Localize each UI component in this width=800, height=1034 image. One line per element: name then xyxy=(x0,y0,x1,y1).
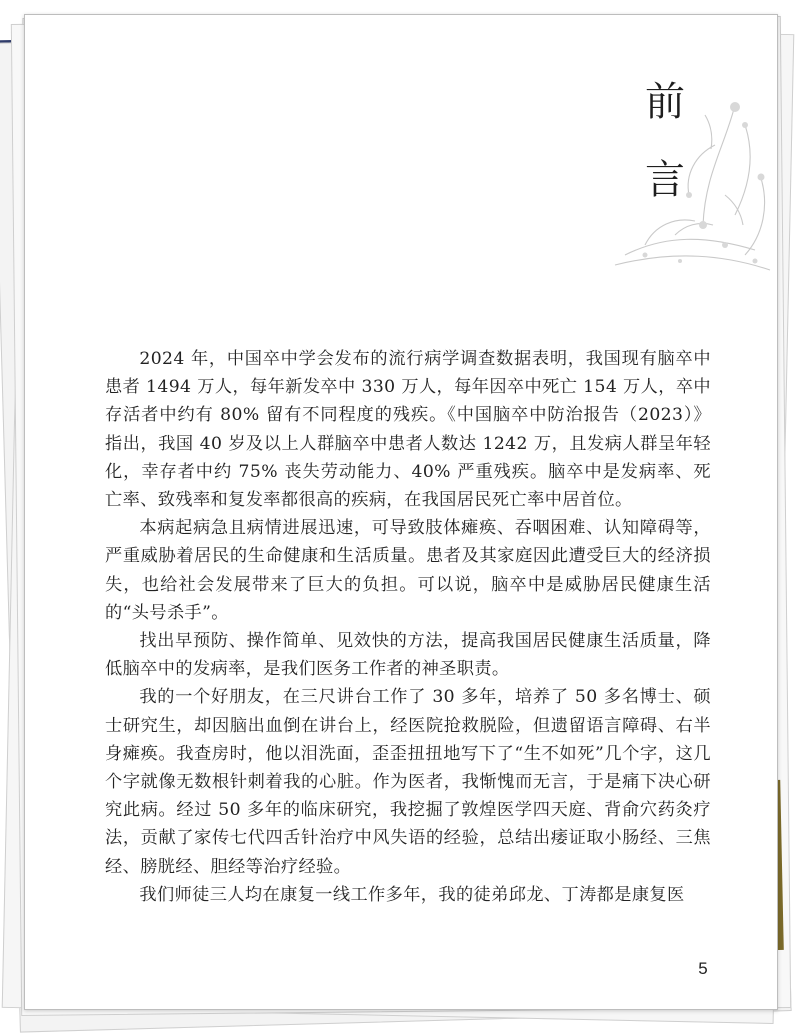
page-heading xyxy=(635,63,695,219)
heading-char-1: 前 xyxy=(645,79,685,125)
heading-char-2: 言 xyxy=(645,157,685,203)
page-number: 5 xyxy=(698,959,708,978)
paragraph-3: 找出早预防、操作简单、见效快的方法，提高我国居民健康生活质量，降低脑卒中的发病率，是我们医务工作者的神圣职责。 xyxy=(105,631,711,680)
preface-body xyxy=(105,345,711,909)
paragraph-5: 我们师徒三人均在康复一线工作多年，我的徒弟邱龙、丁涛都是康复医 xyxy=(139,884,685,905)
paragraph-1: 2024 年，中国卒中学会发布的流行病学调查数据表明，我国现有脑卒中患者 1494 万人，每年新发卒中 330 万人，每年因卒中死亡 154 万人，卒中存活者中约有 80% 留有不同程度的残疾。《中国脑卒中防治报告（2023）》指出，我国 40 岁及以上人群脑卒中患者人数达 1242 万，且发病人群呈年轻化，幸存者中约 75% 丧失劳动能力、40% 严重残疾。脑卒中是发病率、死亡率、致残率和复发率都很高的疾病，在我国居民死亡率中居首位。 xyxy=(105,349,711,511)
book-page xyxy=(24,14,778,1010)
paragraph-4: 我的一个好朋友，在三尺讲台工作了 30 多年，培养了 50 多名博士、硕士研究生，却因脑出血倒在讲台上，经医院抢救脱险，但遗留语言障碍、右半身瘫痪。我查房时，他以泪洗面，歪歪扭扭地写下了“生不如死”几个字，这几个字就像无数根针刺着我的心脏。作为医者，我惭愧而无言，于是痛下决心研究此病。经过 50 多年的临床研究，我挖掘了敦煌医学四天庭、背俞穴药灸疗法，贡献了家传七代四舌针治疗中风失语的经验，总结出痿证取小肠经、三焦经、膀胱经、胆经等治疗经验。 xyxy=(105,687,711,877)
paragraph-2: 本病起病急且病情进展迅速，可导致肢体瘫痪、吞咽困难、认知障碍等，严重威胁着居民的生命健康和生活质量。患者及其家庭因此遭受巨大的经济损失，也给社会发展带来了巨大的负担。可以说，脑卒中是威胁居民健康生活的“头号杀手”。 xyxy=(105,518,711,623)
